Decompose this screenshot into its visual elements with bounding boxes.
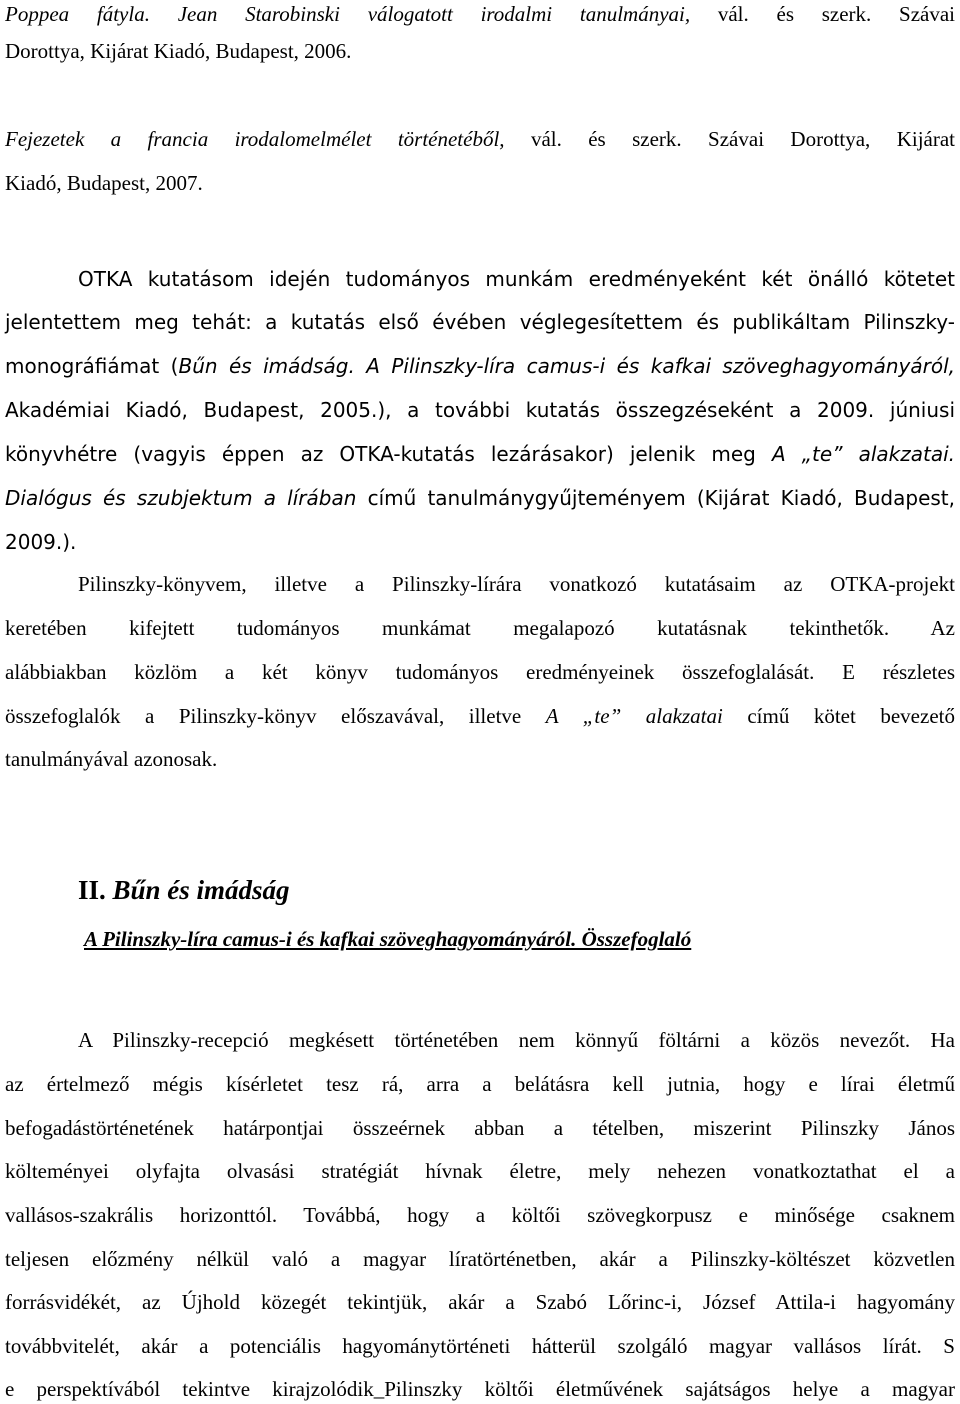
paragraph-line: vallásos-szakrális horizonttól. Továbbá, hogy a költői szövegkorpusz e minősége csaknem [5, 1203, 955, 1227]
section-title: Bűn és imádság [112, 875, 290, 905]
paragraph-line: költeményei olyfajta olvasási stratégiát hívnak életre, mely nehezen vonatkoztathat el a [5, 1159, 955, 1183]
text-span: monográfiámat ( [5, 354, 179, 378]
text-span: könyvhétre (vagyis éppen az OTKA-kutatás lezárásakor) jelenik meg [5, 442, 772, 466]
paragraph-line: OTKA kutatásom idején tudományos munkám eredményeként két önálló kötetet [78, 267, 955, 291]
reference-line [5, 0, 955, 28]
paragraph-line [5, 352, 955, 380]
reference-line [5, 125, 955, 153]
reference-details: vál. és szerk. Szávai [690, 2, 955, 26]
section-subtitle: A Pilinszky-líra camus-i és kafkai szöveghagyományáról. Összefoglaló [84, 927, 692, 951]
text-span: című kötet bevezető [722, 704, 955, 728]
paragraph-line: Pilinszky-könyvem, illetve a Pilinszky-lírára vonatkozó kutatásaim az OTKA-projekt [78, 572, 955, 596]
text-span: ), a további kutatás összegzéseként a 2009. júniusi [377, 398, 955, 422]
paragraph-line: forrásvidékét, az Újhold közegét tekintjük, akár a Szabó Lőrinc-i, József Attila-i hagyomány [5, 1290, 955, 1314]
paragraph-line: alábbiakban közlöm a két könyv tudományos eredményeinek összefoglalását. E részletes [5, 660, 955, 684]
book-title: Dialógus és szubjektum a lírában [5, 486, 357, 510]
paragraph-line [5, 484, 955, 512]
text-span: című tanulmánygyűjteményem (Kijárat Kiadó, Budapest, [356, 486, 955, 510]
text-span: Akadémiai Kiadó, Budapest, 2005. [5, 398, 378, 422]
paragraph-line: tanulmányával azonosak. [5, 747, 218, 771]
book-title: A „te” alakzatai. [771, 442, 955, 466]
paragraph-line: befogadástörténetének határpontjai összeérnek abban a tételben, miszerint Pilinszky János [5, 1116, 955, 1140]
paragraph-line: jelentettem meg tehát: a kutatás első évében véglegesítettem és publikáltam Pilinszky- [5, 310, 955, 334]
paragraph-line [5, 440, 955, 468]
section-number: II. [78, 875, 113, 905]
text-span: összefoglalók a Pilinszky-könyv előszavával, illetve [5, 704, 546, 728]
reference-details: Kiadó, Budapest, 2007. [5, 171, 203, 195]
paragraph-line: A Pilinszky-recepció megkésett történetében nem könnyű föltárni a közös nevezőt. Ha [78, 1028, 955, 1052]
book-title: Bűn és imádság. A Pilinszky-líra camus-i és kafkai szöveghagyományáról, [178, 354, 955, 378]
section-heading [78, 872, 290, 908]
book-title: A „te” alakzatai [545, 704, 723, 728]
reference-title: Fejezetek a francia irodalomelmélet történetéből, [5, 127, 505, 151]
paragraph-line: továbbvitelét, akár a potenciális hagyománytörténeti hátterül szolgáló magyar vallásos lírát. S [5, 1334, 955, 1358]
paragraph-line: az értelmező mégis kísérletet tesz rá, arra a belátásra kell jutnia, hogy e lírai életmű [5, 1072, 955, 1096]
paragraph-line: keretében kifejtett tudományos munkámat megalapozó kutatásnak tekinthetők. Az [5, 616, 955, 640]
paragraph-line [5, 396, 955, 424]
reference-line [5, 169, 955, 197]
paragraph-line [5, 702, 955, 730]
reference-details: vál. és szerk. Szávai Dorottya, Kijárat [504, 127, 955, 151]
paragraph-line: e perspektívából tekintve kirajzolódik_Pilinszky költői életművének sajátságos helye a magyar [5, 1377, 955, 1401]
reference-line [5, 37, 955, 65]
paragraph-line: 2009.). [5, 530, 77, 554]
reference-title: Poppea fátyla. Jean Starobinski válogatott irodalmi tanulmányai, [5, 2, 691, 26]
reference-details: Dorottya, Kijárat Kiadó, Budapest, 2006. [5, 39, 352, 63]
paragraph-line: teljesen előzmény nélkül való a magyar líratörténetben, akár a Pilinszky-költészet közvetlen [5, 1247, 955, 1271]
